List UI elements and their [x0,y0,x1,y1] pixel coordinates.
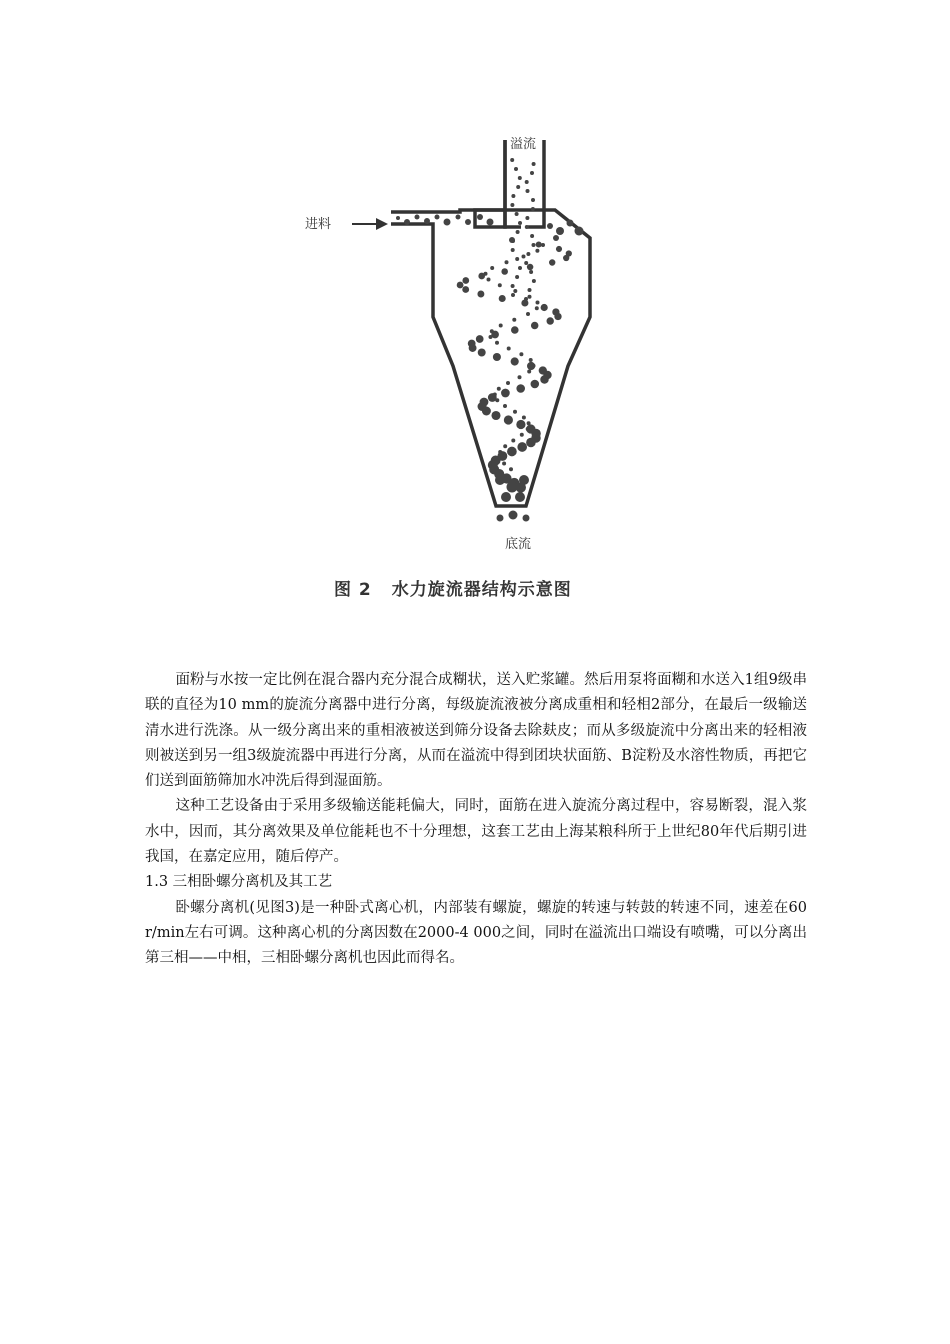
section-heading: 1.3 三相卧螺分离机及其工艺 [145,874,333,891]
vortex-finder-right [528,210,544,227]
particle [514,167,518,171]
paragraph-1: 面粉与水按一定比例在混合器内充分混合成糊状，送入贮浆罐。然后用泵将面糊和水送入1组9级串联的直径为10 mm的旋流分离器中进行分离，每级旋流液被分离成重相和轻相2部分，在最后一级输送清水进行洗涤。从一级分离出来的重相液被送到筛分设备去除麸皮；而从多级旋流中分离出来的轻相液则被送到另一组3级旋流器中再进行分离，从而在溢流中得到团块状面筋、B淀粉及水溶性物质，再把它们送到面筋筛加水冲洗后得到湿面筋。 [145,672,807,790]
particle [515,492,525,502]
particle [530,234,534,238]
particle [517,442,527,452]
particle [404,219,410,225]
particle [520,433,524,437]
particle [510,203,514,207]
particle [526,252,530,256]
particle [457,282,464,289]
particle [491,411,500,420]
particle [512,318,516,322]
particle [556,227,564,235]
particle [535,249,539,253]
particle [511,248,515,252]
cyclone-outline [391,140,590,506]
particle [462,277,469,284]
particle [504,415,513,424]
particle [518,176,522,180]
particle [493,393,497,397]
particle [549,259,555,265]
particle [519,475,529,485]
particle [556,246,562,252]
particle [490,266,494,270]
particle [513,410,517,414]
figure-title: 水力旋流器结构示意图 [391,580,572,600]
particle [528,288,532,292]
particle [531,198,535,202]
particle [531,207,535,211]
hydrocyclone-figure [300,125,660,555]
particle [518,266,522,270]
particle [502,462,506,466]
particle [469,344,477,352]
particle [499,295,506,302]
particle [531,322,539,330]
particle [495,341,499,345]
particle [532,279,536,283]
particle [477,214,483,220]
particle [490,329,494,333]
particle [526,427,530,431]
particle [487,219,494,226]
particle [507,482,518,493]
particle [507,447,517,457]
particle [505,260,509,264]
particle [529,270,533,274]
particle [495,475,505,485]
figure-number: 图 2 [334,580,372,600]
underflow-label: 底流 [505,537,532,552]
particle [462,286,469,293]
particle [523,515,530,522]
particle [503,404,507,408]
particle [456,215,461,220]
particle [563,255,569,261]
particle [487,278,491,282]
particle [509,237,515,243]
particle [507,347,511,351]
particle [540,375,548,383]
particle [516,185,520,189]
particle [511,284,515,288]
particle [526,189,530,193]
paragraph-3: 卧螺分离机(见图3)是一种卧式离心机，内部装有螺旋，螺旋的转速与转鼓的转速不同，速差在60 r/min左右可调。这种离心机的分离因数在2000-4 000之间，同时在溢流出口端设有喷嘴，可以分离出第三相——中相，三相卧螺分离机也因此而得名。 [145,899,807,967]
body-text [145,668,807,972]
particle [498,450,502,454]
particle [498,283,502,287]
vortex-finder [475,140,505,227]
figure-caption [334,575,634,600]
particle [546,317,553,324]
particle [515,257,519,261]
particle [509,467,513,471]
particle [501,268,508,275]
particle [396,216,400,220]
particle [515,275,519,279]
particle [536,241,542,247]
particle [527,421,531,425]
particle [567,220,574,227]
hydrocyclone-diagram [300,125,660,555]
particle [518,375,522,379]
feed-arrow-icon [352,218,388,230]
particle [526,312,530,316]
particle [530,171,534,175]
particle [497,515,504,522]
particle [511,293,515,297]
particle [435,215,440,220]
particle [511,357,519,365]
paragraph-2: 这种工艺设备由于采用多级输送能耗偏大，同时，面筋在进入旋流分离过程中，容易断裂，混入浆水中，因而，其分离效果及单位能耗也不十分理想，这套工艺由上海某粮科所于上世纪80年代后期引进我国，在嘉定应用，随后停产。 [145,798,807,866]
particle [513,289,517,293]
particle [527,370,531,374]
particle [501,492,511,502]
particle [484,272,488,276]
particle [519,352,523,356]
particle [515,212,519,216]
particle [541,243,545,247]
particle [554,313,561,320]
particle [516,384,525,393]
particle [499,324,503,328]
particle [532,243,536,247]
particle [575,227,584,236]
particle [511,439,515,443]
particle [489,335,493,339]
particle [518,221,522,225]
particle [444,219,451,226]
particle [547,223,553,229]
particle [525,180,529,184]
overflow-label: 溢流 [510,137,537,152]
particle [511,326,519,334]
particle [509,511,518,520]
particle [510,158,514,162]
particle [503,444,507,448]
particle [536,301,540,305]
particle [524,261,528,265]
particle [521,299,528,306]
particle [528,295,532,299]
particle [506,381,510,385]
particle [522,255,526,259]
particle [516,230,520,234]
particle [415,215,420,220]
particle [424,218,430,224]
particle [541,304,548,311]
particle [476,335,484,343]
particle [525,225,529,229]
particle [532,364,536,368]
particle [465,219,471,225]
particle [501,389,510,398]
particle [535,306,539,310]
particle [553,235,559,241]
particle [498,456,502,460]
particle [522,416,526,420]
particle [511,194,515,198]
particle [516,420,525,429]
vortex-finder-left [505,210,521,227]
particle [497,387,501,391]
particle [532,162,536,166]
particle [482,406,491,415]
particle [527,264,533,270]
particle [525,216,529,220]
particle [495,398,499,402]
feed-label: 进料 [305,217,332,232]
particle [531,380,540,389]
particle [477,291,484,298]
particle [478,349,486,357]
particle [526,438,536,448]
particle [493,353,501,361]
particle [529,358,533,362]
